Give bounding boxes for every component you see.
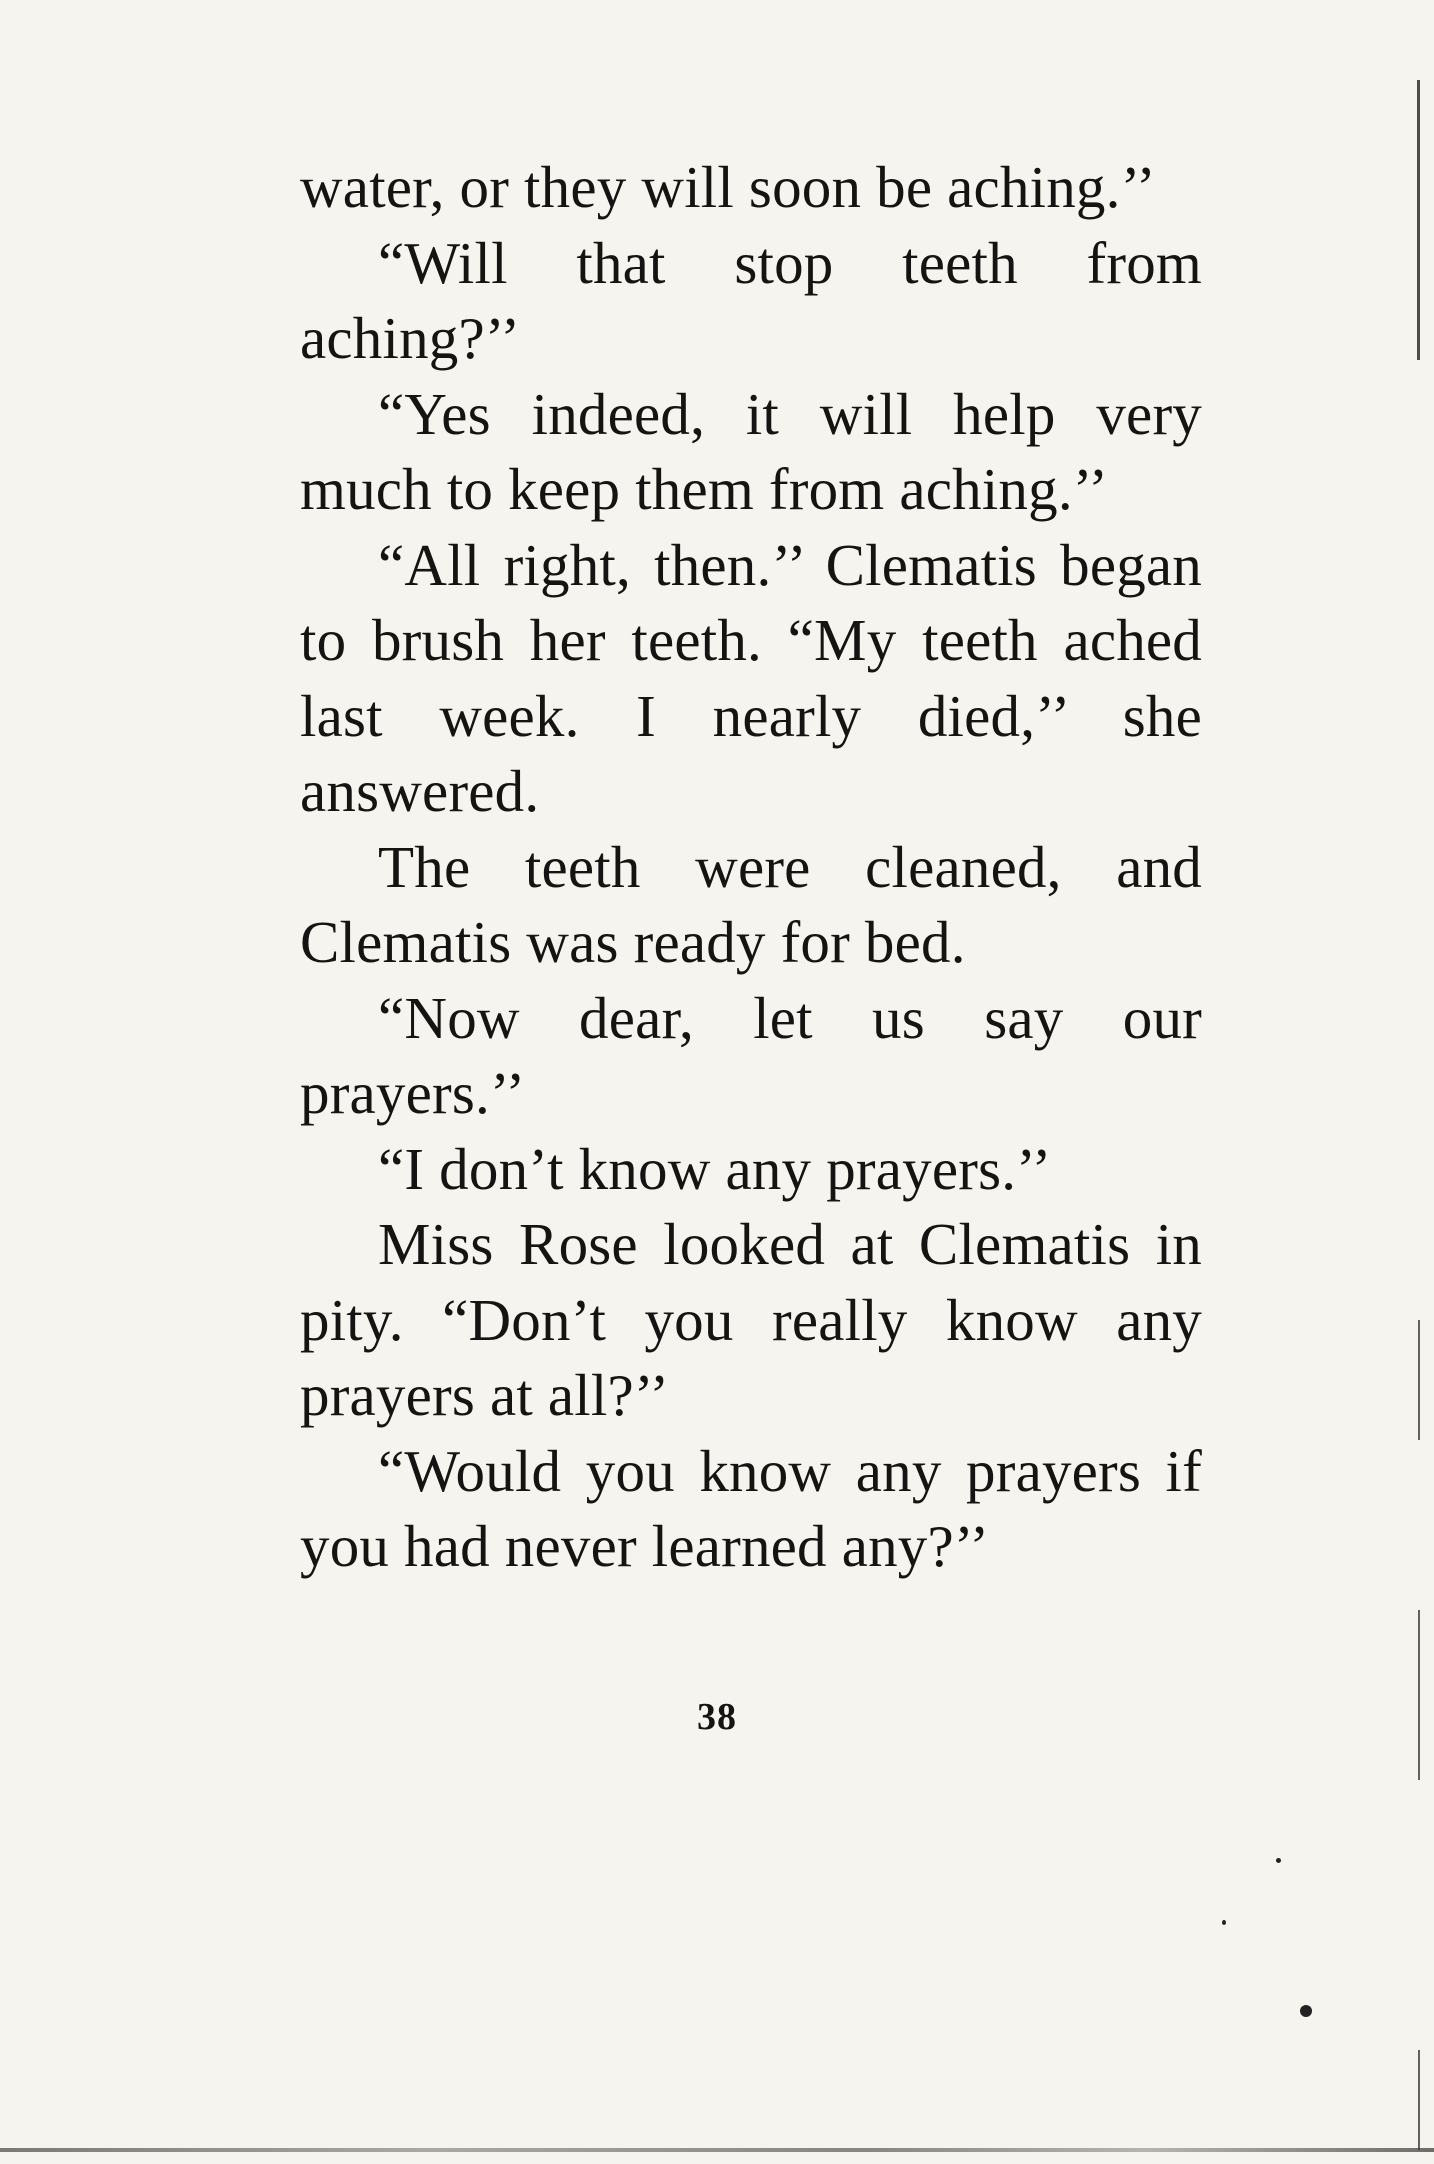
paragraph: Miss Rose looked at Clematis in pity. “Don’t you really know any prayers at all?’’ <box>300 1211 1202 1428</box>
scan-edge-line <box>1418 1610 1420 1780</box>
paragraph: “Now dear, let us say our prayers.’’ <box>300 984 1202 1126</box>
scan-bottom-edge <box>0 2148 1434 2152</box>
scan-edge-line <box>1418 2050 1420 2150</box>
page-number: 38 <box>697 1696 737 1738</box>
scan-edge-line <box>1417 80 1420 360</box>
paragraph: water, or they will soon be aching.’’ <box>300 154 1156 220</box>
paragraph: “Would you know any prayers if you had never learned any?’’ <box>300 1437 1202 1579</box>
paragraph: “I don’t know any prayers.’’ <box>378 1135 1052 1202</box>
scan-speck <box>1276 1858 1281 1863</box>
scan-edge-line <box>1418 1320 1420 1440</box>
paragraph: The teeth were cleaned, and Clematis was ready for bed. <box>300 833 1202 975</box>
body-text <box>300 150 1202 1585</box>
scan-speck <box>1300 2005 1312 2017</box>
paragraph: “All right, then.’’ Clematis began to brush her teeth. “My teeth ached last week. I nearly died,’’ she answered. <box>300 531 1202 824</box>
paragraph: “Yes indeed, it will help very much to keep them from aching.’’ <box>300 380 1202 522</box>
paragraph: “Will that stop teeth from aching?’’ <box>300 229 1202 371</box>
scan-speck <box>1222 1920 1226 1925</box>
